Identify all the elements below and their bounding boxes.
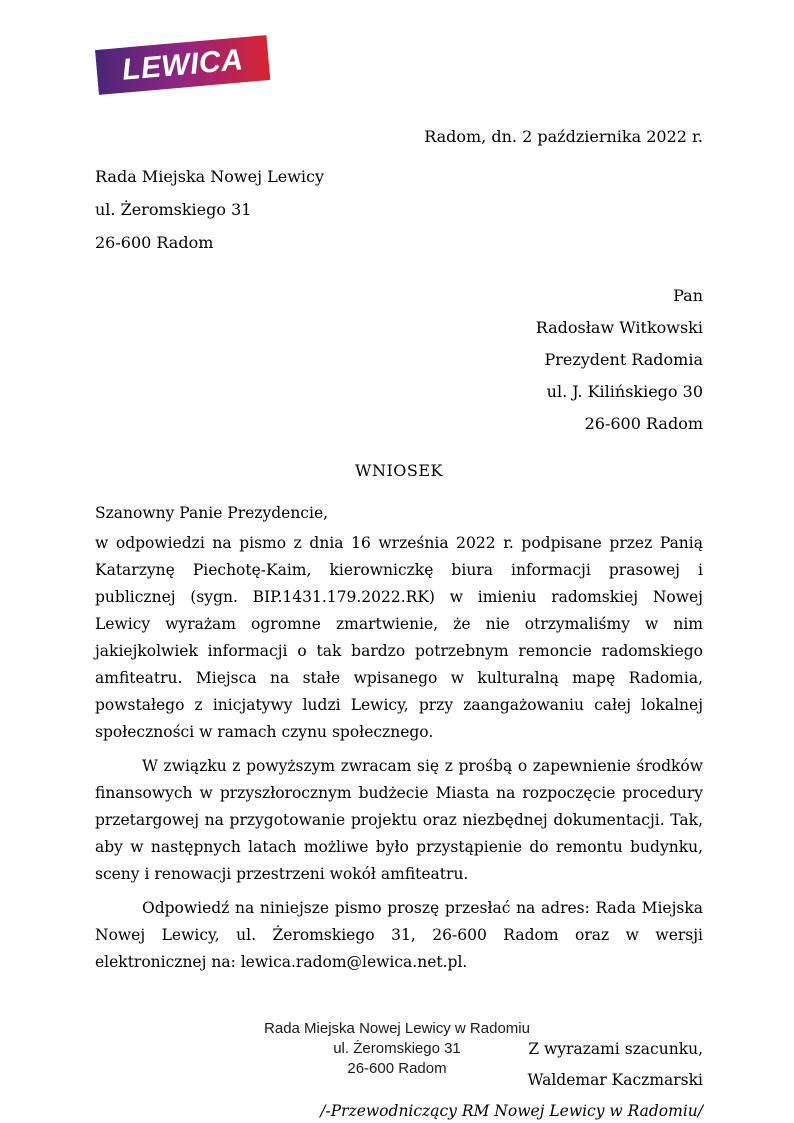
letter-footer (0, 1019, 794, 1079)
lewica-logo (95, 35, 270, 95)
recipient-address-line: Pan (673, 286, 703, 305)
sender-address (95, 160, 703, 259)
sender-address-line: ul. Żeromskiego 31 (95, 200, 252, 219)
sender-address-line: Rada Miejska Nowej Lewicy (95, 167, 325, 186)
recipient-address-line: ul. J. Kilińskiego 30 (546, 382, 703, 401)
recipient-address-line: Prezydent Radomia (544, 350, 703, 369)
recipient-address-line: 26-600 Radom (584, 414, 703, 433)
body-paragraph-2: W związku z powyższym zwracam się z prośbą o zapewnienie środków finansowych w przyszłorocznym budżecie Miasta na rozpoczęcie procedury przetargowej na przygotowanie projektu oraz niezbędnej dokumentacji. Tak, aby w następnych latach możliwe było przystąpienie do remontu budynku, sceny i renowacji przestrzeni wokół amfiteatru. (95, 757, 703, 883)
logo-area (95, 42, 703, 112)
lewica-logo-text: LEWICA (120, 42, 245, 87)
footer-line: 26-600 Radom (347, 1060, 447, 1077)
salutation: Szanowny Panie Prezydencie, (95, 504, 329, 522)
footer-line: Rada Miejska Nowej Lewicy w Radomiu (264, 1020, 530, 1037)
signature-role: /-Przewodniczący RM Nowej Lewicy w Radomiu/ (320, 1102, 703, 1120)
body-paragraph-3: Odpowiedź na niniejsze pismo proszę przesłać na adres: Rada Miejska Nowej Lewicy, ul. Żeromskiego 31, 26-600 Radom oraz w wersji elektronicznej na: lewica.radom@lewica.net.pl. (95, 899, 703, 971)
closing-phrase: Z wyrazami szacunku, (528, 1040, 703, 1058)
date-line: Radom, dn. 2 października 2022 r. (424, 127, 703, 146)
footer-line: ul. Żeromskiego 31 (333, 1040, 461, 1057)
body-paragraph-1: w odpowiedzi na pismo z dnia 16 września 2022 r. podpisane przez Panią Katarzynę Piechotę-Kaim, kierowniczkę biura informacji prasowej i publicznej (sygn. BIP.1431.179.2022.RK) w imieniu radomskiej Nowej Lewicy wyrażam ogromne zmartwienie, że nie otrzymaliśmy w nim jakiejkolwiek informacji o tak bardzo potrzebnym remoncie radomskiego amfiteatru. Miejsca na stałe wpisanego w kulturalną mapę Radomia, powstałego z inicjatywy ludzi Lewicy, przy zaangażowaniu całej lokalnej społeczności w ramach czynu społecznego. (95, 534, 703, 741)
signature-name: Waldemar Kaczmarski (527, 1071, 703, 1089)
recipient-address (95, 280, 703, 440)
recipient-address-line: Radosław Witkowski (535, 318, 703, 337)
subject-title: WNIOSEK (355, 461, 443, 480)
sender-address-line: 26-600 Radom (95, 233, 214, 252)
